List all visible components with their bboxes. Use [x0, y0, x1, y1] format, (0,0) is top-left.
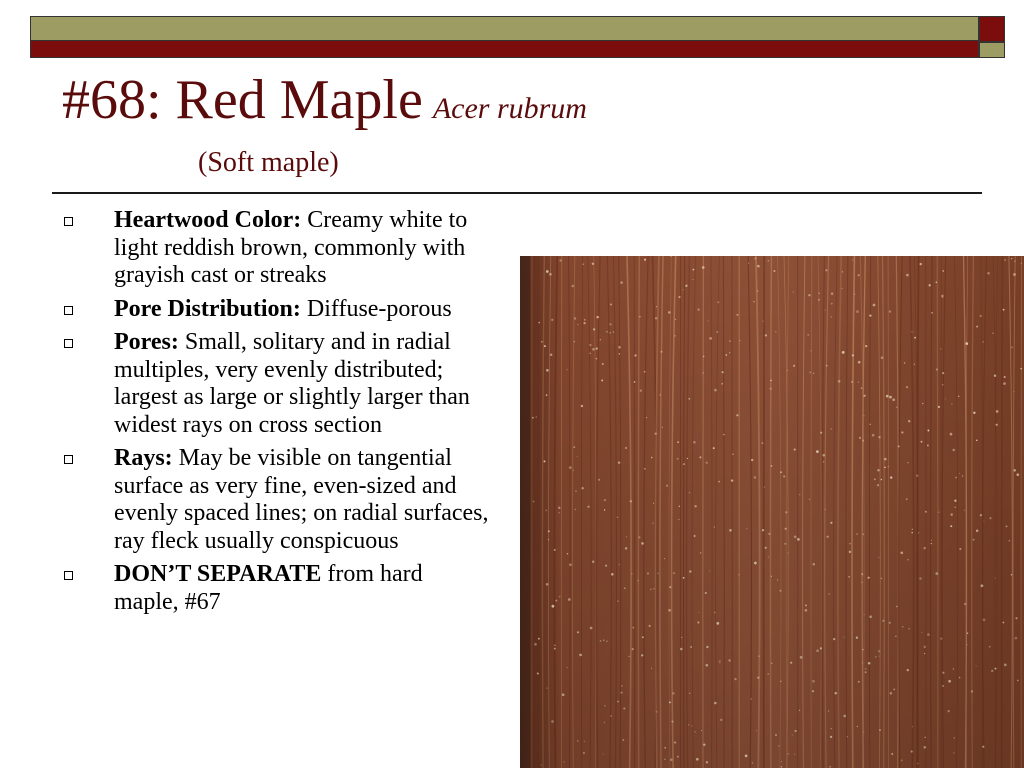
hollow-square-bullet-icon: [64, 571, 73, 580]
bullet-label: Heartwood Color:: [114, 207, 302, 233]
wood-grain-photo: [520, 256, 1024, 768]
bullet-rays: [62, 445, 492, 555]
slide-subtitle: (Soft maple): [198, 147, 339, 178]
bullet-label: DON’T SEPARATE: [114, 561, 322, 587]
bullet-text: May be visible on tangential surface as very fine, even-sized and evenly spaced lines; on radial surfaces, ray fleck usually conspicuous: [114, 445, 489, 554]
bullet-label: Pore Distribution:: [114, 295, 301, 322]
bullet-label: Rays:: [114, 445, 173, 471]
header-bar: [30, 16, 979, 58]
bullet-dont-separate: [62, 561, 492, 616]
bullet-text: Small, solitary and in radial multiples, very evenly distributed; largest as large or slightly larger than widest rays on cross section: [114, 329, 470, 438]
bullet-text: from hard maple, #67: [114, 561, 423, 615]
corner-olive-square: [979, 42, 1005, 58]
slide-title: [62, 69, 587, 131]
hollow-square-bullet-icon: [64, 217, 73, 226]
bullet-pore-distribution: [62, 296, 492, 324]
title-common-name: #68: Red Maple: [62, 69, 423, 131]
bullet-list: [62, 207, 492, 622]
bullet-text: Diffuse-porous: [300, 295, 452, 322]
title-scientific-name: Acer rubrum: [432, 92, 587, 125]
bullet-text: Creamy white to light reddish brown, commonly with grayish cast or streaks: [114, 207, 468, 288]
header-bar-maroon-stripe: [31, 41, 978, 58]
hollow-square-bullet-icon: [64, 306, 73, 315]
header-bar-olive-stripe: [31, 17, 978, 41]
corner-maroon-square: [979, 16, 1005, 42]
bullet-heartwood-color: [62, 207, 492, 290]
title-divider: [52, 192, 982, 194]
bullet-label: Pores:: [114, 329, 179, 355]
hollow-square-bullet-icon: [64, 339, 73, 348]
bullet-pores: [62, 329, 492, 439]
hollow-square-bullet-icon: [64, 455, 73, 464]
